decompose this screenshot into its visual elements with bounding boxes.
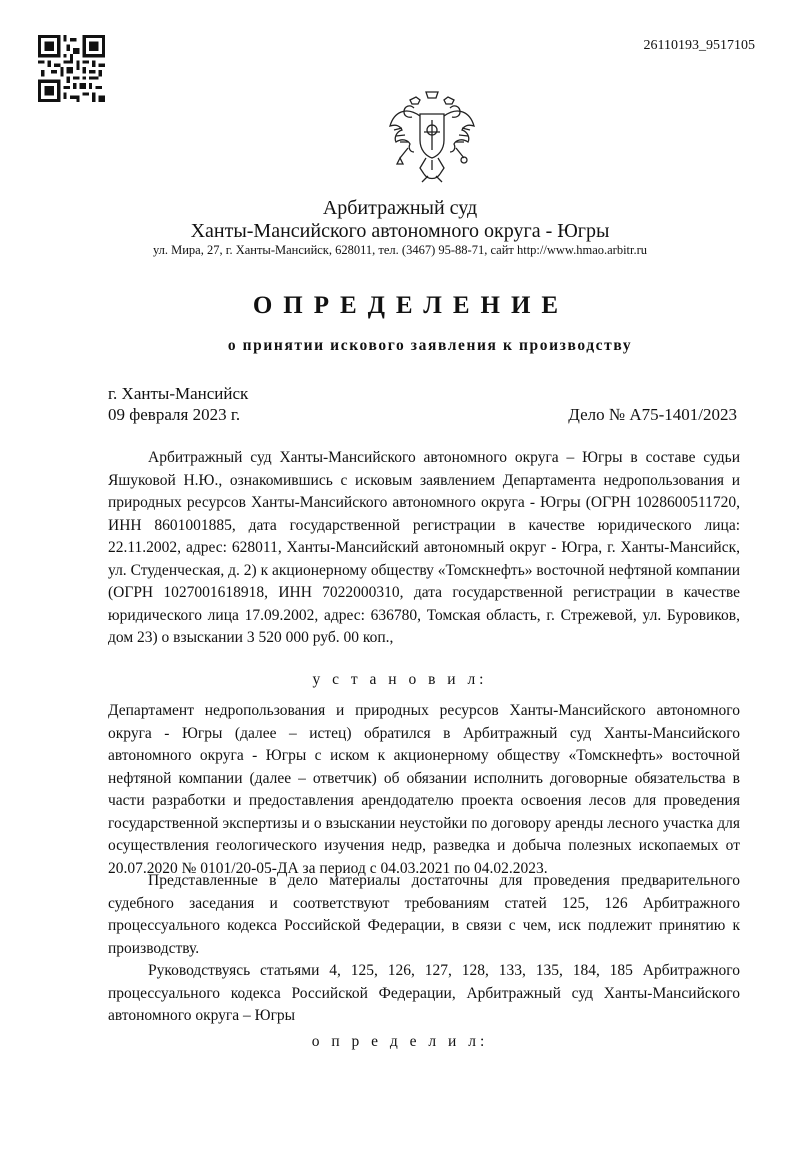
established-heading: у с т а н о в и л: bbox=[312, 671, 488, 688]
document-title: ОПРЕДЕЛЕНИЕ bbox=[252, 292, 570, 319]
determined-heading: о п р е д е л и л: bbox=[311, 1033, 489, 1050]
qr-code-icon bbox=[38, 35, 105, 102]
document-id: 26110193_9517105 bbox=[643, 38, 755, 53]
materials-paragraph: Представленные в дело материалы достаточны для проведения предварительного судебного заседания и соответствуют требованиям статей 125, 126 Арбитражного процессуального кодекса Российской Федерации, в связи с чем, иск подлежит принятию к производству. bbox=[108, 872, 740, 957]
guided-paragraph: Руководствуясь статьями 4, 125, 126, 127, 128, 133, 135, 184, 185 Арбитражного процессуального кодекса Российской Федерации, Арбитражный суд Ханты-Мансийского автономного округа – Югры bbox=[108, 962, 740, 1024]
established-paragraph: Департамент недропользования и природных ресурсов Ханты-Мансийского автономного округа - Югры (далее – истец) обратился в Арбитражный суд Ханты-Мансийского автономного округа - Югры с иском к акционерному обществу «Томскнефть» восточной нефтяной компании (далее – ответчик) об обязании исполнить договорные обязательства в части разработки и предоставления арендодателю проекта освоения лесов для проведения государственной экспертизы и о взыскании неустойки по договору аренды лесного участка для осуществления геологического изучения недр, разведка и добыча полезных ископаемых от 20.07.2020 № 0101/20-05-ДА за период с 04.03.2021 по 04.02.2023. bbox=[108, 702, 740, 877]
case-number: Дело № А75-1401/2023 bbox=[568, 405, 737, 424]
russian-coat-of-arms-icon bbox=[386, 86, 478, 186]
city: г. Ханты-Мансийск bbox=[108, 384, 249, 403]
court-address: ул. Мира, 27, г. Ханты-Мансийск, 628011, тел. (3467) 95-88-71, сайт http://www.hmao.arbitr.ru bbox=[152, 243, 648, 257]
decision-date: 09 февраля 2023 г. bbox=[108, 405, 241, 424]
court-name-line1: Арбитражный суд bbox=[322, 197, 478, 219]
court-name-line2: Ханты-Мансийского автономного округа - Югры bbox=[190, 220, 610, 242]
intro-paragraph: Арбитражный суд Ханты-Мансийского автономного округа – Югры в составе судьи Яшуковой Н.Ю., ознакомившись с исковым заявлением Департамента недропользования и природных ресурсов Ханты-Мансийского автономного округа - Югры (ОГРН 1028600511720, ИНН 8601001885, дата государственной регистрации в качестве юридического лица: 22.11.2002, адрес: 628011, Ханты-Мансийский автономный округ - Югра, г. Ханты-Мансийск, ул. Студенческая, д. 2) к акционерному обществу «Томскнефть» восточной нефтяной компании (ОГРН 1027001618918, ИНН 7022000310, дата государственной регистрации в качестве юридического лица 17.09.2002, адрес: 636780, Томская область, г. Стрежевой, ул. Буровиков, дом 23) о взыскании 3 520 000 руб. 00 коп., bbox=[108, 449, 740, 646]
document-subtitle: о принятии искового заявления к производству bbox=[227, 337, 633, 354]
